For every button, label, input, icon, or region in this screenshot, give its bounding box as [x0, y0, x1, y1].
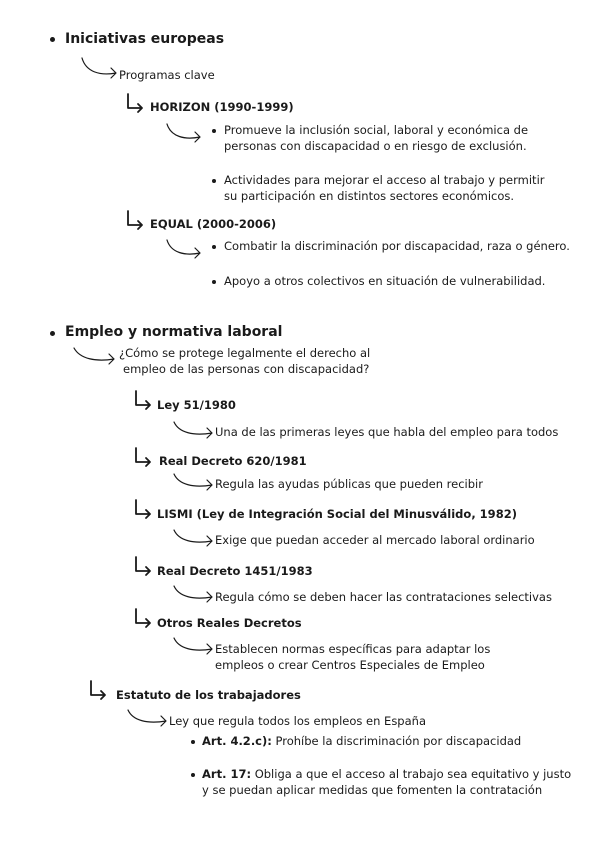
horizon-item-1-line2: personas con discapacidad o en riesgo de exclusión.	[224, 139, 527, 153]
curved-arrow-icon	[172, 420, 216, 442]
section-title-empleo: Empleo y normativa laboral	[65, 324, 283, 340]
law-desc-rd-620-1981: Regula las ayudas públicas que pueden recibir	[215, 477, 483, 491]
programs-label: Programas clave	[119, 68, 215, 82]
article-text: Obliga a que el acceso al trabajo sea equitativo y justo	[254, 767, 572, 781]
equal-item-1: Combatir la discriminación por discapacidad, raza o género.	[224, 239, 570, 253]
curved-arrow-icon	[80, 56, 120, 82]
elbow-arrow-icon	[133, 556, 155, 576]
law-desc-otros-line2: empleos o crear Centros Especiales de Empleo	[215, 658, 485, 672]
bullet-icon	[212, 179, 216, 183]
article-4-2-c	[202, 733, 521, 749]
elbow-arrow-icon	[133, 608, 155, 628]
horizon-title: HORIZON (1990-1999)	[150, 100, 294, 114]
equal-item-2: Apoyo a otros colectivos en situación de vulnerabilidad.	[224, 274, 546, 288]
elbow-arrow-icon	[133, 447, 155, 467]
law-desc-ley-51-1980: Una de las primeras leyes que habla del empleo para todos	[215, 425, 559, 439]
article-17-line2: y se puedan aplicar medidas que fomenten la contratación	[202, 783, 543, 797]
horizon-item-2-line2: su participación en distintos sectores económicos.	[224, 189, 515, 203]
statute-desc: Ley que regula todos los empleos en España	[169, 714, 426, 728]
statute-title: Estatuto de los trabajadores	[116, 688, 301, 702]
curved-arrow-icon	[165, 238, 205, 262]
law-title-rd-1451-1983: Real Decreto 1451/1983	[157, 564, 313, 578]
curved-arrow-icon	[172, 636, 216, 658]
section-title-iniciativas: Iniciativas europeas	[65, 31, 225, 47]
curved-arrow-icon	[72, 346, 118, 368]
elbow-arrow-icon	[125, 93, 147, 113]
elbow-arrow-icon	[133, 390, 155, 410]
horizon-item-2-line1: Actividades para mejorar el acceso al trabajo y permitir	[224, 173, 545, 187]
question-line2: empleo de las personas con discapacidad?	[123, 362, 370, 376]
law-title-lismi: LISMI (Ley de Integración Social del Minusválido, 1982)	[157, 507, 517, 521]
elbow-arrow-icon	[88, 680, 110, 700]
curved-arrow-icon	[172, 528, 216, 550]
law-title-ley-51-1980: Ley 51/1980	[157, 398, 236, 412]
bullet-icon	[212, 129, 216, 133]
elbow-arrow-icon	[133, 499, 155, 519]
bullet-icon	[50, 37, 55, 42]
law-desc-rd-1451-1983: Regula cómo se deben hacer las contrataciones selectivas	[215, 590, 552, 604]
curved-arrow-icon	[172, 472, 216, 494]
bullet-icon	[212, 280, 216, 284]
law-title-rd-620-1981: Real Decreto 620/1981	[159, 454, 307, 468]
question-line1: ¿Cómo se protege legalmente el derecho al	[119, 346, 371, 360]
bullet-icon	[191, 773, 195, 777]
article-17	[202, 766, 571, 782]
law-desc-otros-line1: Establecen normas específicas para adaptar los	[215, 642, 491, 656]
equal-title: EQUAL (2000-2006)	[150, 217, 277, 231]
law-title-otros-reales-decretos: Otros Reales Decretos	[157, 616, 302, 630]
bullet-icon	[212, 245, 216, 249]
horizon-item-1-line1: Promueve la inclusión social, laboral y económica de	[224, 123, 529, 137]
curved-arrow-icon	[172, 584, 216, 606]
bullet-icon	[50, 331, 55, 336]
law-desc-lismi: Exige que puedan acceder al mercado laboral ordinario	[215, 533, 535, 547]
article-label: Art. 4.2.c):	[202, 734, 272, 748]
article-text: Prohíbe la discriminación por discapacidad	[275, 734, 522, 748]
curved-arrow-icon	[126, 708, 170, 730]
bullet-icon	[191, 740, 195, 744]
elbow-arrow-icon	[125, 210, 147, 230]
curved-arrow-icon	[165, 122, 205, 146]
article-label: Art. 17:	[202, 767, 252, 781]
